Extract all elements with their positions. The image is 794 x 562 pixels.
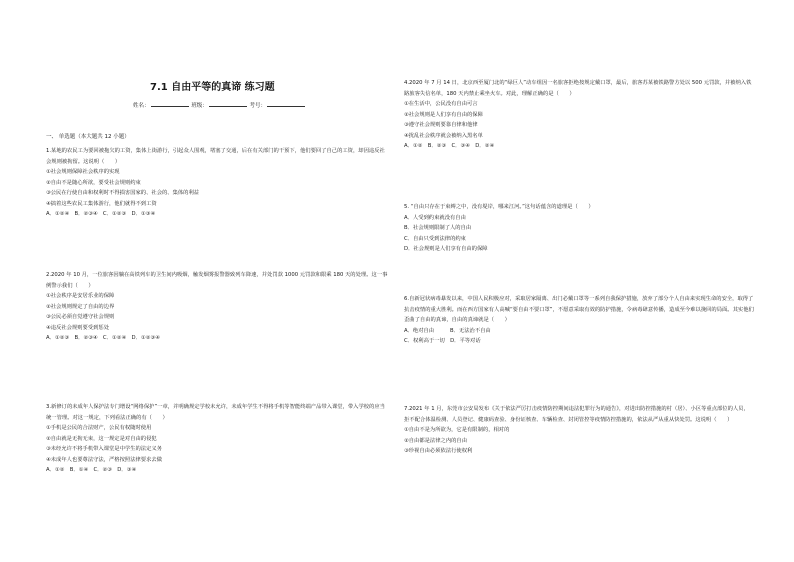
option: ④未成年人也要尊法守法，严格按照法律要求去做 (46, 456, 162, 463)
option: ③遵守社会规则要靠自律和他律 (404, 122, 478, 128)
option: ①手机是公民的合法财产，公民有权随时使用 (46, 425, 152, 431)
option: ①社会规则保障社会秩序的实现 (46, 169, 120, 175)
option: B．社会规则限制了人的自由 (404, 225, 472, 231)
question-stem: 6.自新冠状病毒暴发以来，中国人民积极应对，采取居家隔离、出门必戴口罩等一系列自我保护措施，放弃了部分个人自由来实现生命的安全，取得了抗击疫情的重大胜利。而在西方国家有人高喊“要自由不要口罩”，不愿意采取有效的防护措施，令病毒肆意传播，造成至今难以挽回的局面。其实他们歪曲了自由的真谛，自由的真谛就是（ ） (404, 296, 754, 323)
answer-choices: A．①② B．②③ C．③④ D．②④ (404, 143, 495, 149)
question-stem: 4.2020 年 7 月 14 日，北京西至厦门北的“绿巨人”动车组因一名旅客拒绝按规定戴口罩，最后，旅客苏某被铁路警方处以 500 元罚款，并被纳入铁路旅客失信名单，180 天内禁止乘坐火车。对此，理解正确的是（ ） (404, 80, 752, 97)
option: ③珍视自由必须依法行使权利 (404, 448, 473, 454)
option: ②自由就是无拘无束，这一规定是对自由的侵犯 (46, 435, 157, 442)
option: ②自由不是随心所欲，要受社会规则约束 (46, 179, 141, 186)
question-stem: 3.新修订的未成年人保护法专门增设“网络保护”一章，并明确规定学校未允许，未成年学生不得将手机等智能终端产品带入课堂，带入学校的应当统一管理。对这一规定，下列看法正确的有（ ） (46, 404, 385, 421)
question-stem: 1.某地的农民工为要回被拖欠的工资，集体上街游行，引起众人围观，堵塞了交通，后在有关部门的干预下，他们要回了自己的工资，却因违反社会规则被拘留。这说明（ ） (46, 148, 385, 165)
answer-choices: A．①② B．①④ C．②③ D．③④ (46, 467, 137, 473)
number-label: 考号： (249, 103, 267, 109)
question-4 (404, 78, 754, 152)
option: D．社会规则是人们享有自由的保障 (404, 246, 488, 252)
question-3 (46, 402, 388, 476)
class-label: 班级： (191, 103, 208, 109)
number-blank[interactable] (267, 101, 305, 107)
name-label: 姓名： (133, 103, 150, 109)
option: ④违反社会规则要受到惩处 (46, 324, 110, 331)
question-stem: 5. “自由只存在于束缚之中，没有堤岸，哪来江河。”这句话蕴含的道理是（ ） (404, 204, 594, 210)
class-blank[interactable] (209, 101, 247, 107)
page-title: 7.1 自由平等的真谛 练习题 (150, 82, 275, 93)
question-1 (46, 146, 388, 220)
answer-choices: A．①②④ B．②③④ C．①②③ D．①③④ (46, 211, 156, 217)
question-7 (404, 404, 754, 457)
question-6 (404, 294, 754, 347)
option: C．自由只受到法律的约束 (404, 235, 466, 242)
option: ②社会规则规定了自由的边界 (46, 303, 115, 310)
option: ③未经允许不将手机带入课堂是中学生的法定义务 (46, 446, 162, 452)
student-info-line (133, 101, 306, 109)
question-stem: 7.2021 年 1 月，东莞市公安局发布《关于依法严厉打击疫情防控期间违法犯罪行为的通告》，对进出防控措施的村（居）、小区等重点部位的人员，拒不配合体温检测、人员登记、健康码查验、身份证核查、车辆检查、封闭管控等疫情防控措施的，依法从严从重从快处罚。这说明（ ） (404, 406, 749, 423)
option: ④扰乱社会秩序就会被纳入黑名单 (404, 132, 483, 139)
question-stem: 2.2020 年 10 月，一位旅客因躺在高铁列车的卫生间内吸烟，触发烟雾报警器致列车降速，并处罚款 1000 元罚款和限乘 180 天的处理。这一事例警示我们（ ） (46, 272, 388, 289)
question-2 (46, 270, 388, 344)
option: ②自由都是法律之内的自由 (404, 437, 468, 444)
option: C．权利高于一切 D．平等对话 (404, 338, 481, 344)
option: ③公民在行使自由和权利时不得损害国家的、社会的、集体的利益 (46, 190, 200, 196)
section-heading: 一、 单选题（本大题共 12 小题） (46, 134, 130, 140)
option: A．人受到约束就没有自由 (404, 214, 466, 221)
option: A．绝对自由 B．无法治不自由 (404, 327, 491, 334)
option: ②社会规则是人们享有自由的保障 (404, 111, 483, 118)
option: ①社会秩序是安居乐业的保障 (46, 293, 115, 299)
option: ③公民必须自觉遵守社会规则 (46, 314, 115, 320)
question-5 (404, 202, 754, 255)
name-blank[interactable] (151, 101, 189, 107)
answer-choices: A．①②③ B．②③④ C．①②④ D．①②③④ (46, 335, 160, 341)
option: ①自由不是为所欲为，它是有限制的，相对的 (404, 427, 510, 433)
option: ④搞着这些农民工集体游行，他们就得不到工资 (46, 200, 157, 207)
option: ①在生活中，公民没有自由可言 (404, 101, 478, 107)
